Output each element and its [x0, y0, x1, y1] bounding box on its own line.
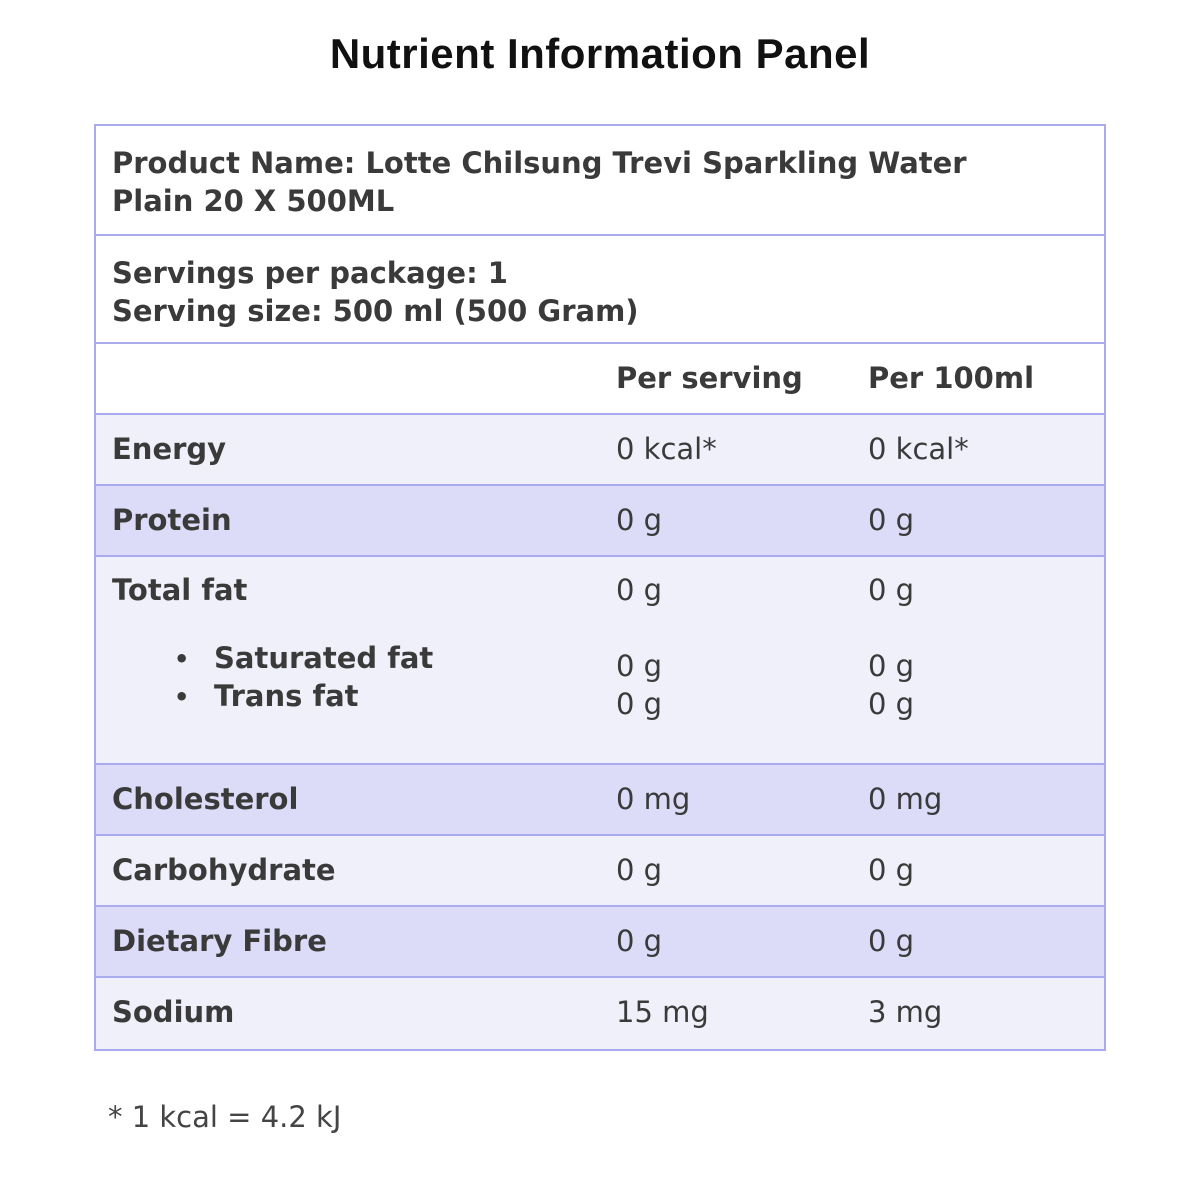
- table-row-fat: [96, 557, 1104, 765]
- bullet-icon: •: [174, 645, 190, 673]
- servings-per-package: Servings per package: 1: [112, 256, 508, 290]
- column-header-row: [96, 344, 1104, 415]
- sub-nutrient-label-saturated-fat: Saturated fat: [214, 641, 434, 675]
- table-row-dietary-fibre: [96, 907, 1104, 978]
- nutrition-table: [94, 124, 1106, 1051]
- per-serving-value: 0 g: [616, 503, 663, 537]
- kcal-footnote: * 1 kcal = 4.2 kJ: [108, 1100, 342, 1134]
- per-100ml-value: 0 g: [868, 853, 915, 887]
- product-name-line2: Plain 20 X 500ML: [112, 184, 395, 218]
- per-serving-value: 0 g: [616, 853, 663, 887]
- per-100ml-value: 0 kcal*: [868, 432, 969, 466]
- per-100ml-value: 0 g: [868, 687, 915, 721]
- per-100ml-value: 0 mg: [868, 782, 943, 816]
- table-row-protein: [96, 486, 1104, 557]
- serving-size: Serving size: 500 ml (500 Gram): [112, 294, 639, 328]
- table-row-carbohydrate: [96, 836, 1104, 907]
- per-serving-value: 0 g: [616, 687, 663, 721]
- nutrient-label: Total fat: [112, 573, 248, 607]
- sub-nutrient-label-trans-fat: Trans fat: [214, 679, 359, 713]
- per-100ml-value: 3 mg: [868, 995, 943, 1029]
- per-serving-value: 0 mg: [616, 782, 691, 816]
- table-row-sodium: [96, 978, 1104, 1049]
- per-serving-value: 0 kcal*: [616, 432, 717, 466]
- per-100ml-value: 0 g: [868, 649, 915, 683]
- per-serving-value: 0 g: [616, 649, 663, 683]
- product-name-line1: Product Name: Lotte Chilsung Trevi Sparkling Water: [112, 146, 967, 180]
- per-100ml-value: 0 g: [868, 503, 915, 537]
- nutrient-label: Energy: [112, 432, 227, 466]
- serving-info-row: [96, 236, 1104, 344]
- per-serving-value: 0 g: [616, 573, 663, 607]
- table-row-energy: [96, 415, 1104, 486]
- page-title: Nutrient Information Panel: [329, 30, 871, 77]
- product-name-row: [96, 126, 1104, 236]
- bullet-icon: •: [174, 683, 190, 711]
- nutrient-label: Carbohydrate: [112, 853, 336, 887]
- nutrient-label: Cholesterol: [112, 782, 299, 816]
- per-serving-value: 15 mg: [616, 995, 709, 1029]
- column-header-per-100ml: Per 100ml: [868, 361, 1035, 395]
- per-100ml-value: 0 g: [868, 924, 915, 958]
- nutrient-label: Sodium: [112, 995, 235, 1029]
- table-row-cholesterol: [96, 765, 1104, 836]
- nutrient-label: Protein: [112, 503, 232, 537]
- per-100ml-value: 0 g: [868, 573, 915, 607]
- per-serving-value: 0 g: [616, 924, 663, 958]
- nutrient-label: Dietary Fibre: [112, 924, 327, 958]
- column-header-per-serving: Per serving: [616, 361, 803, 395]
